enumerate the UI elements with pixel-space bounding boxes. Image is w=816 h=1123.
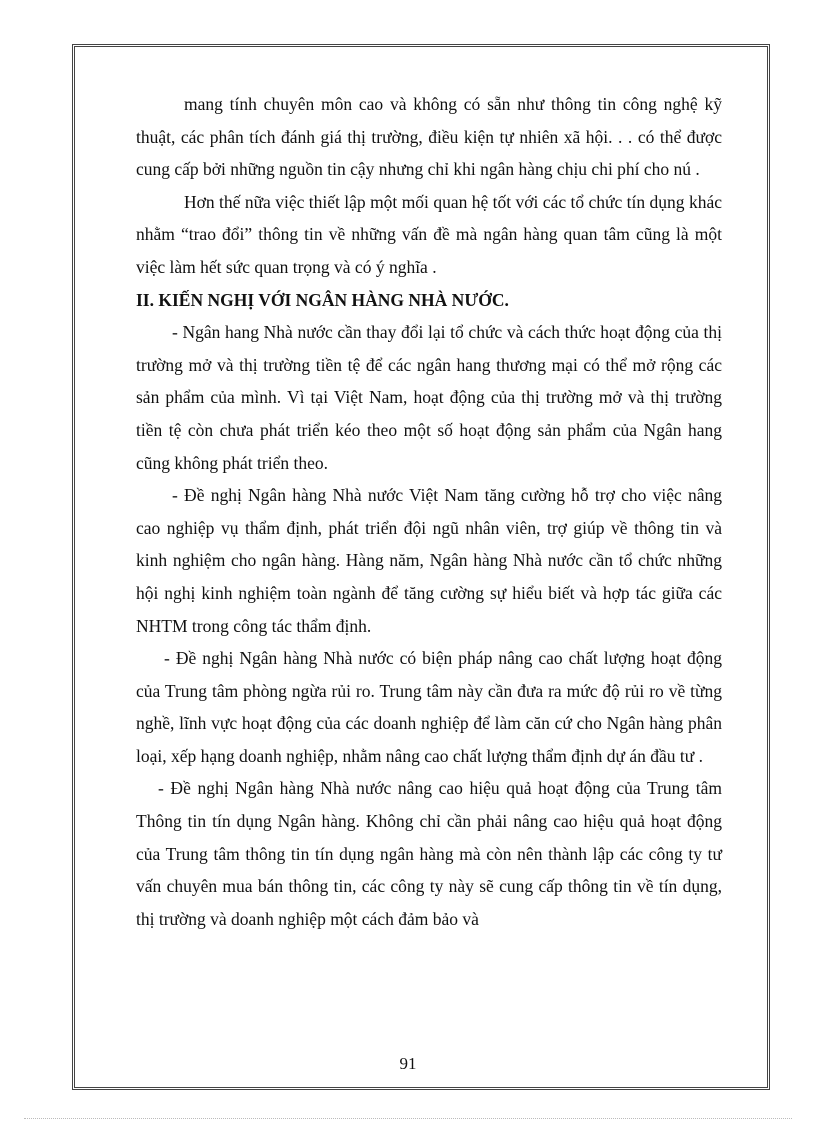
paragraph-6: - Đề nghị Ngân hàng Nhà nước nâng cao hiệu quả hoạt động của Trung tâm Thông tin tín dụng Ngân hàng. Không chỉ cần phải nâng cao hiệu quả hoạt động của Trung tâm thông tin tín dụng ngân hàng mà còn nên thành lập các công ty tư vấn chuyên mua bán thông tin, các công ty này sẽ cung cấp thông tin về tín dụng, thị trường và doanh nghiệp một cách đảm bảo và (136, 778, 722, 929)
paragraph-5: - Đề nghị Ngân hàng Nhà nước có biện pháp nâng cao chất lượng hoạt động của Trung tâm phòng ngừa rủi ro. Trung tâm này cần đưa ra mức độ rủi ro về từng nghề, lĩnh vực hoạt động của các doanh nghiệp để làm căn cứ cho Ngân hàng phân loại, xếp hạng doanh nghiệp, nhằm nâng cao chất lượng thẩm định dự án đầu tư . (136, 648, 722, 766)
paragraph-2: Hơn thế nữa việc thiết lập một mối quan hệ tốt với các tổ chức tín dụng khác nhằm “trao đổi” thông tin về những vấn đề mà ngân hàng quan tâm cũng là một việc làm hết sức quan trọng và có ý nghĩa . (136, 191, 722, 277)
page-bottom-divider (24, 1118, 792, 1119)
paragraph-4: - Đề nghị Ngân hàng Nhà nước Việt Nam tăng cường hỗ trợ cho việc nâng cao nghiệp vụ thẩm định, phát triển đội ngũ nhân viên, trợ giúp về thông tin và kinh nghiệm cho ngân hàng. Hàng năm, Ngân hàng Nhà nước cần tổ chức những hội nghị kinh nghiệm toàn ngành để tăng cường sự hiểu biết và hợp tác giữa các NHTM trong công tác thẩm định. (136, 485, 722, 636)
paragraph-1: mang tính chuyên môn cao và không có sẵn như thông tin công nghệ kỹ thuật, các phân tích đánh giá thị trường, điều kiện tự nhiên xã hội. . . có thể được cung cấp bởi những nguồn tin cậy nhưng chỉ khi ngân hàng chịu chi phí cho nú . (136, 94, 722, 180)
page-number: 91 (399, 1054, 417, 1073)
paragraph-3: - Ngân hang Nhà nước cần thay đổi lại tổ chức và cách thức hoạt động của thị trường mở và thị trường tiền tệ để các ngân hang thương mại có thể mở rộng các sản phẩm của mình. Vì tại Việt Nam, hoạt động của thị trường mở và thị trường tiền tệ còn chưa phát triển kéo theo một số hoạt động sản phẩm của Ngân hang cũng không phát triển theo. (136, 322, 722, 473)
section-heading: II. KIẾN NGHỊ VỚI NGÂN HÀNG NHÀ NƯỚC. (136, 289, 509, 310)
body-text (136, 88, 722, 935)
